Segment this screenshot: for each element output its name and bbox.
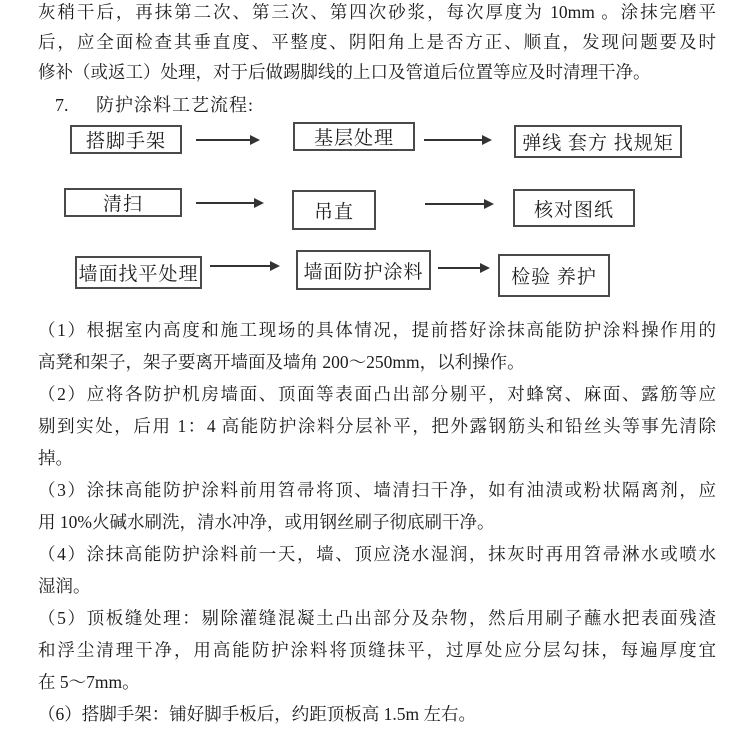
section-heading (55, 90, 254, 120)
flow-arrow-icon (196, 139, 258, 141)
paragraph-line: 高凳和架子，架子要离开墙面及墙角 200～250mm，以利操作。 (38, 352, 525, 372)
intro-line: 灰稍干后，再抹第二次、第三次、第四次砂浆，每次厚度为 10mm 。涂抹完磨平 (38, 2, 716, 22)
flow-arrow-icon (438, 267, 488, 269)
paragraph-line: 掉。 (38, 448, 73, 468)
flow-step-base-treatment: 基层处理 (293, 122, 415, 151)
flow-step-wall-leveling: 墙面找平处理 (75, 256, 202, 289)
paragraph-line: 用 10%火碱水刷洗，清水冲净，或用钢丝刷子彻底刷干净。 (38, 512, 495, 532)
flow-step-scaffolding: 搭脚手架 (70, 125, 182, 154)
intro-paragraph (38, 0, 716, 87)
flow-step-check-drawings: 核对图纸 (513, 189, 635, 227)
section-number: 7. (55, 95, 69, 115)
flow-step-wall-coating: 墙面防护涂料 (296, 250, 431, 290)
paragraph-line: （5）顶板缝处理：剔除灌缝混凝土凸出部分及杂物，然后用刷子蘸水把表面残渣 (38, 608, 716, 628)
paragraph-line: 湿润。 (38, 576, 91, 596)
body-paragraphs (38, 314, 716, 730)
paragraph-line: 和浮尘清理干净，用高能防护涂料将顶缝抹平，过厚处应分层勾抹，每遍厚度宜 (38, 640, 716, 660)
paragraph-line: （4）涂抹高能防护涂料前一天，墙、顶应浇水湿润，抹灰时再用笤帚淋水或喷水 (38, 544, 716, 564)
paragraph-line: （2）应将各防护机房墙面、顶面等表面凸出部分剔平，对蜂窝、麻面、露筋等应 (38, 384, 716, 404)
flow-arrow-icon (210, 265, 278, 267)
flow-step-snap-lines: 弹线 套方 找规矩 (514, 125, 682, 158)
intro-line: 后，应全面检查其垂直度、平整度、阴阳角上是否方正、顺直，发现问题要及时 (38, 32, 716, 52)
paragraph-line: （3）涂抹高能防护涂料前用笤帚将顶、墙清扫干净，如有油渍或粉状隔离剂，应 (38, 480, 716, 500)
flow-step-cleaning: 清扫 (64, 188, 182, 217)
intro-line: 修补（或返工）处理，对于后做踢脚线的上口及管道后位置等应及时清理干净。 (38, 62, 651, 82)
flow-step-inspection-curing: 检验 养护 (498, 254, 610, 297)
paragraph-line: （1）根据室内高度和施工现场的具体情况，提前搭好涂抹高能防护涂料操作用的 (38, 320, 716, 340)
flow-arrow-icon (424, 139, 490, 141)
paragraph-line: 剔到实处，后用 1：4 高能防护涂料分层补平，把外露钢筋头和铅丝头等事先清除 (38, 416, 716, 436)
section-title: 防护涂料工艺流程: (96, 95, 255, 115)
paragraph-line: 在 5～7mm。 (38, 672, 140, 692)
flow-step-plumb-hanging: 吊直 (292, 190, 376, 230)
paragraph-line: （6）搭脚手架：铺好脚手板后，约距顶板高 1.5m 左右。 (38, 704, 476, 724)
flow-arrow-icon (425, 203, 492, 205)
flow-arrow-icon (196, 202, 262, 204)
